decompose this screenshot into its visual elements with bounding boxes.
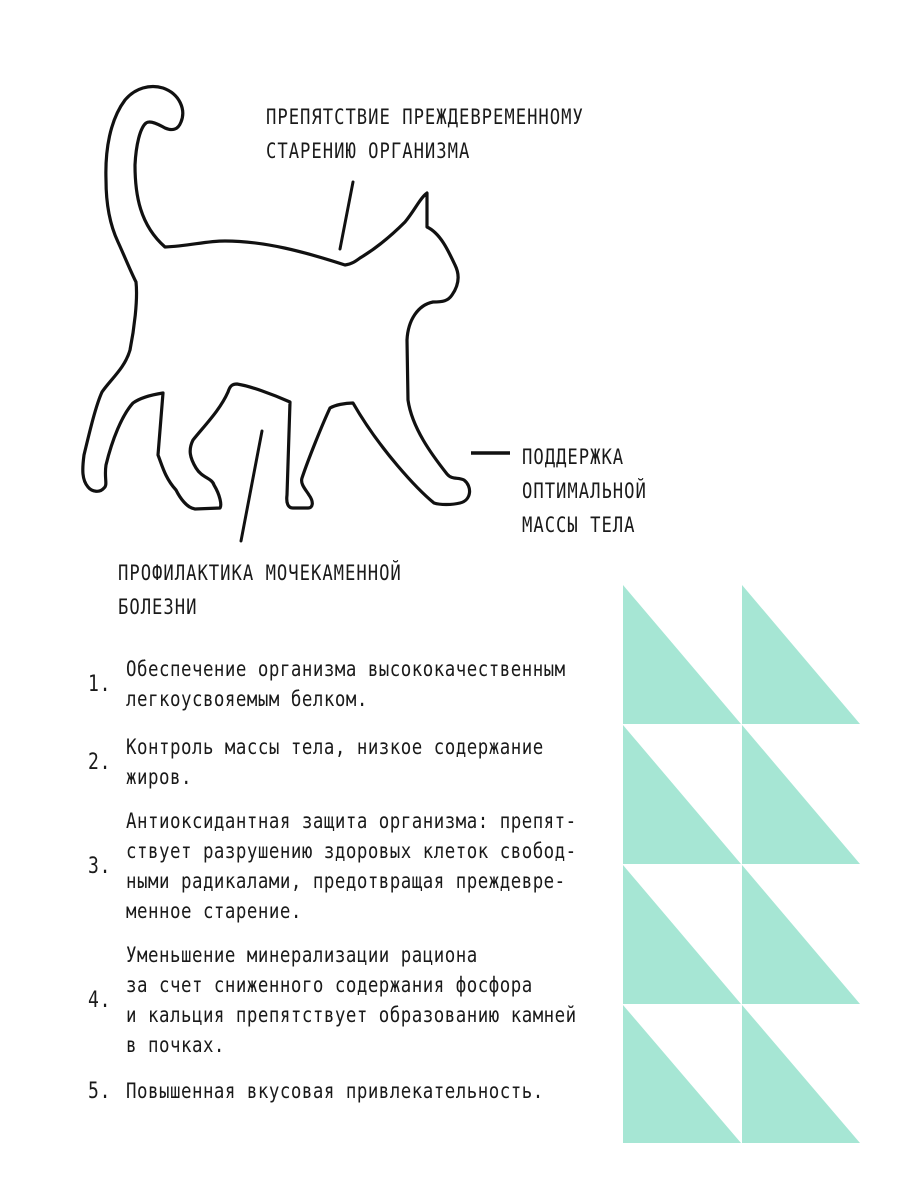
callout-weight-line-1: ПОДДЕРЖКА	[522, 445, 625, 469]
callout-weight-line-3: МАССЫ ТЕЛА	[522, 513, 636, 537]
callout-urolith-line-1: ПРОФИЛАКТИКА МОЧЕКАМЕННОЙ	[118, 561, 402, 585]
benefit-text	[126, 806, 577, 926]
benefit-item-2	[88, 732, 688, 792]
benefit-line: и кальция препятствует образованию камней	[126, 1003, 577, 1027]
benefit-line: Уменьшение минерализации рациона	[126, 943, 478, 967]
benefit-line: за счет сниженного содержания фосфора	[126, 973, 533, 997]
callout-urolithiasis-prevention	[118, 556, 402, 624]
benefit-item-1	[88, 654, 688, 714]
benefit-number: 5.	[88, 1078, 112, 1104]
benefit-line: Антиоксидантная защита организма: препят-	[126, 809, 577, 833]
benefit-line: Обеспечение организма высококачественным	[126, 657, 566, 681]
benefit-text	[126, 654, 566, 714]
benefit-line: в почках.	[126, 1033, 225, 1057]
benefit-line: легкоусвояемым белком.	[126, 687, 368, 711]
benefit-line: ствует разрушению здоровых клеток свобод-	[126, 839, 577, 863]
callout-aging-line-2: СТАРЕНИЮ ОРГАНИЗМА	[266, 139, 471, 163]
benefit-text	[126, 1076, 544, 1106]
benefit-line: ными радикалами, предотвращая преждевре-	[126, 869, 566, 893]
benefit-line: Контроль массы тела, низкое содержание	[126, 735, 544, 759]
callout-aging-line-1: ПРЕПЯТСТВИЕ ПРЕЖДЕВРЕМЕННОМУ	[266, 105, 584, 129]
benefit-number: 2.	[88, 749, 112, 775]
benefit-number: 3.	[88, 853, 112, 879]
benefit-line: менное старение.	[126, 899, 302, 923]
benefit-line: жиров.	[126, 765, 192, 789]
callout-aging-prevention	[266, 100, 584, 168]
benefit-text	[126, 732, 544, 792]
benefit-item-4	[88, 940, 688, 1060]
benefit-line: Повышенная вкусовая привлекательность.	[126, 1079, 544, 1103]
pointer-line-urolithiasis	[241, 431, 262, 541]
callout-urolith-line-2: БОЛЕЗНИ	[118, 595, 198, 619]
benefit-item-3	[88, 806, 688, 926]
benefit-item-5	[88, 1076, 688, 1106]
pointer-line-aging	[340, 182, 353, 249]
benefit-number: 1.	[88, 671, 112, 697]
callout-weight-support	[522, 440, 647, 542]
benefit-text	[126, 940, 577, 1060]
callout-weight-line-2: ОПТИМАЛЬНОЙ	[522, 479, 647, 503]
benefit-number: 4.	[88, 987, 112, 1013]
benefits-list	[88, 654, 688, 1126]
